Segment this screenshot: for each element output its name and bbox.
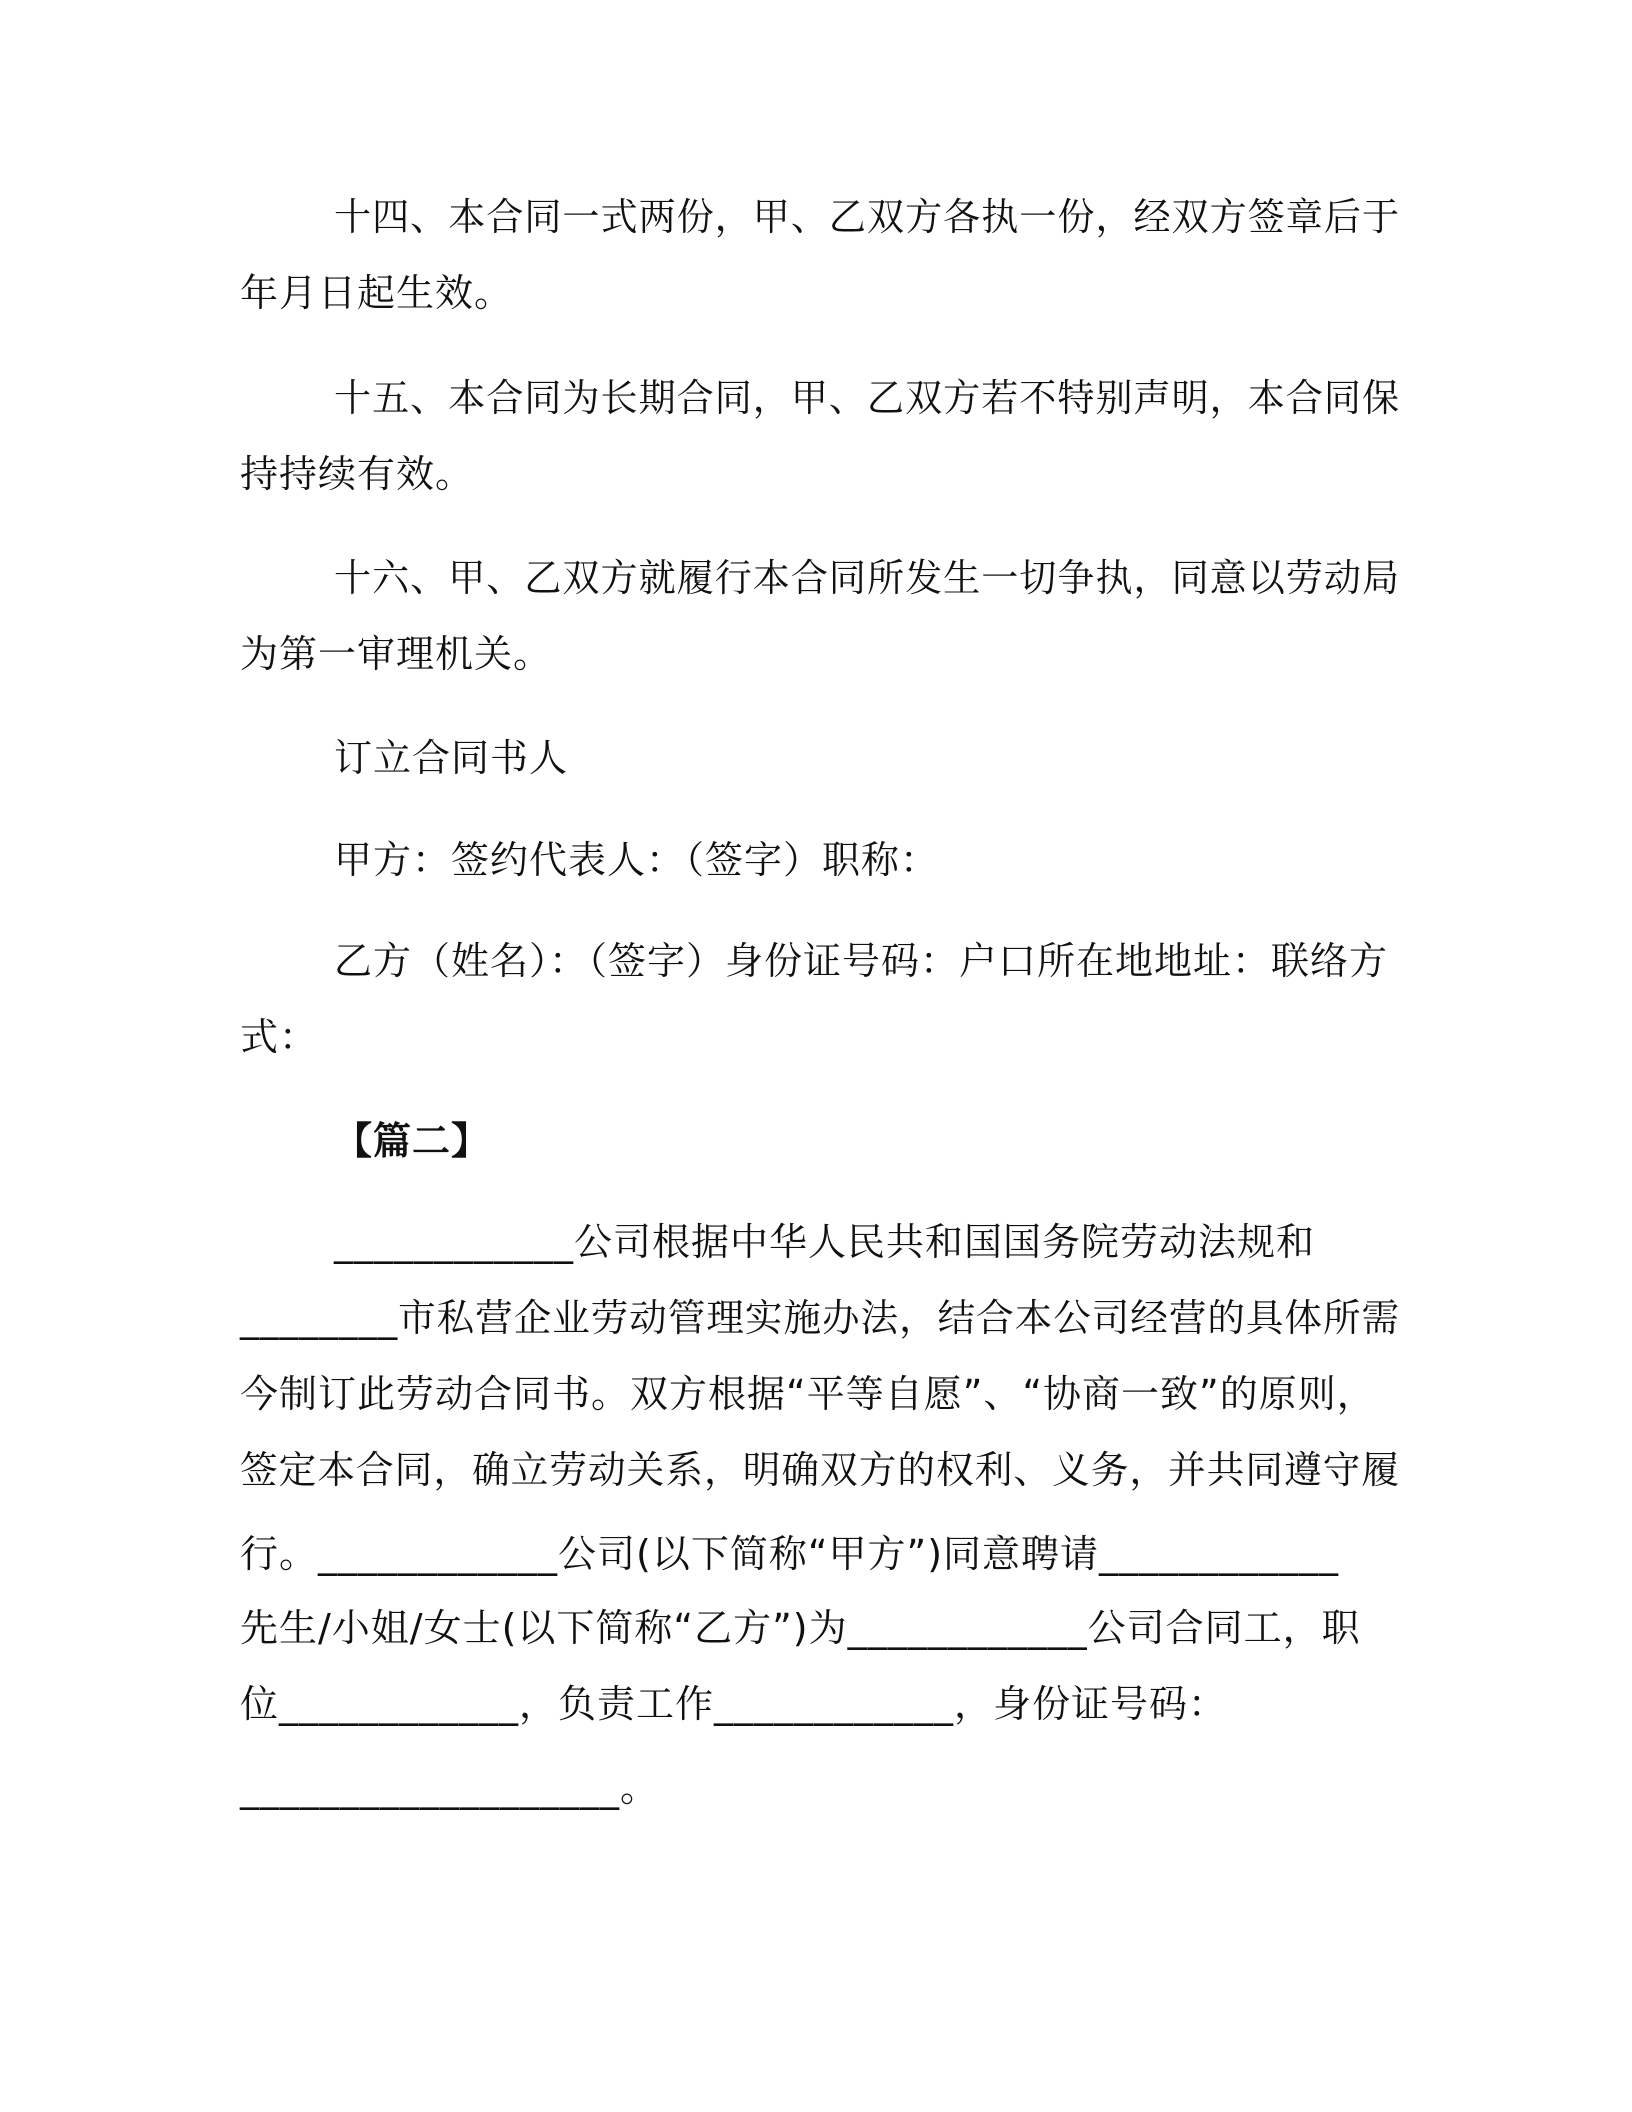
section-2-line-2: ________市私营企业劳动管理实施办法，结合本公司经营的具体所需 <box>240 1296 1401 1340</box>
party-b-line-1: 乙方（姓名）：（签字）身份证号码：户口所在地地址：联络方 <box>334 939 1389 983</box>
section-2-line-4: 签定本合同，确立劳动关系，明确双方的权利、义务，并共同遵守履 <box>240 1448 1401 1492</box>
clause-15-line-2: 持持续有效。 <box>240 452 475 496</box>
clause-16-line-1: 十六、甲、乙双方就履行本合同所发生一切争执，同意以劳动局 <box>334 556 1401 600</box>
section-2-line-7: 位____________，负责工作____________，身份证号码： <box>240 1682 1228 1726</box>
clause-15-line-1: 十五、本合同为长期合同，甲、乙双方若不特别声明，本合同保 <box>334 376 1401 420</box>
clause-16-line-2: 为第一审理机关。 <box>240 632 553 676</box>
party-b-line-2: 式： <box>240 1015 319 1059</box>
section-2-line-3: 今制订此劳动合同书。双方根据“平等自愿”、“协商一致”的原则， <box>240 1372 1376 1416</box>
section-2-line-1: ____________公司根据中华人民共和国国务院劳动法规和 <box>334 1220 1316 1264</box>
party-a-line: 甲方：签约代表人：（签字）职称： <box>334 838 940 882</box>
signatories-label: 订立合同书人 <box>334 736 569 780</box>
clause-14-line-1: 十四、本合同一式两份，甲、乙双方各执一份，经双方签章后于 <box>334 195 1401 239</box>
clause-14-line-2: 年月日起生效。 <box>240 271 514 315</box>
section-2-line-5: 行。____________公司(以下简称“甲方”)同意聘请____________ <box>240 1532 1340 1576</box>
section-2-line-6: 先生/小姐/女士(以下简称“乙方”)为____________公司合同工，职 <box>240 1606 1361 1650</box>
section-2-line-8: ___________________。 <box>240 1766 660 1810</box>
section-2-heading: 【篇二】 <box>334 1119 491 1163</box>
